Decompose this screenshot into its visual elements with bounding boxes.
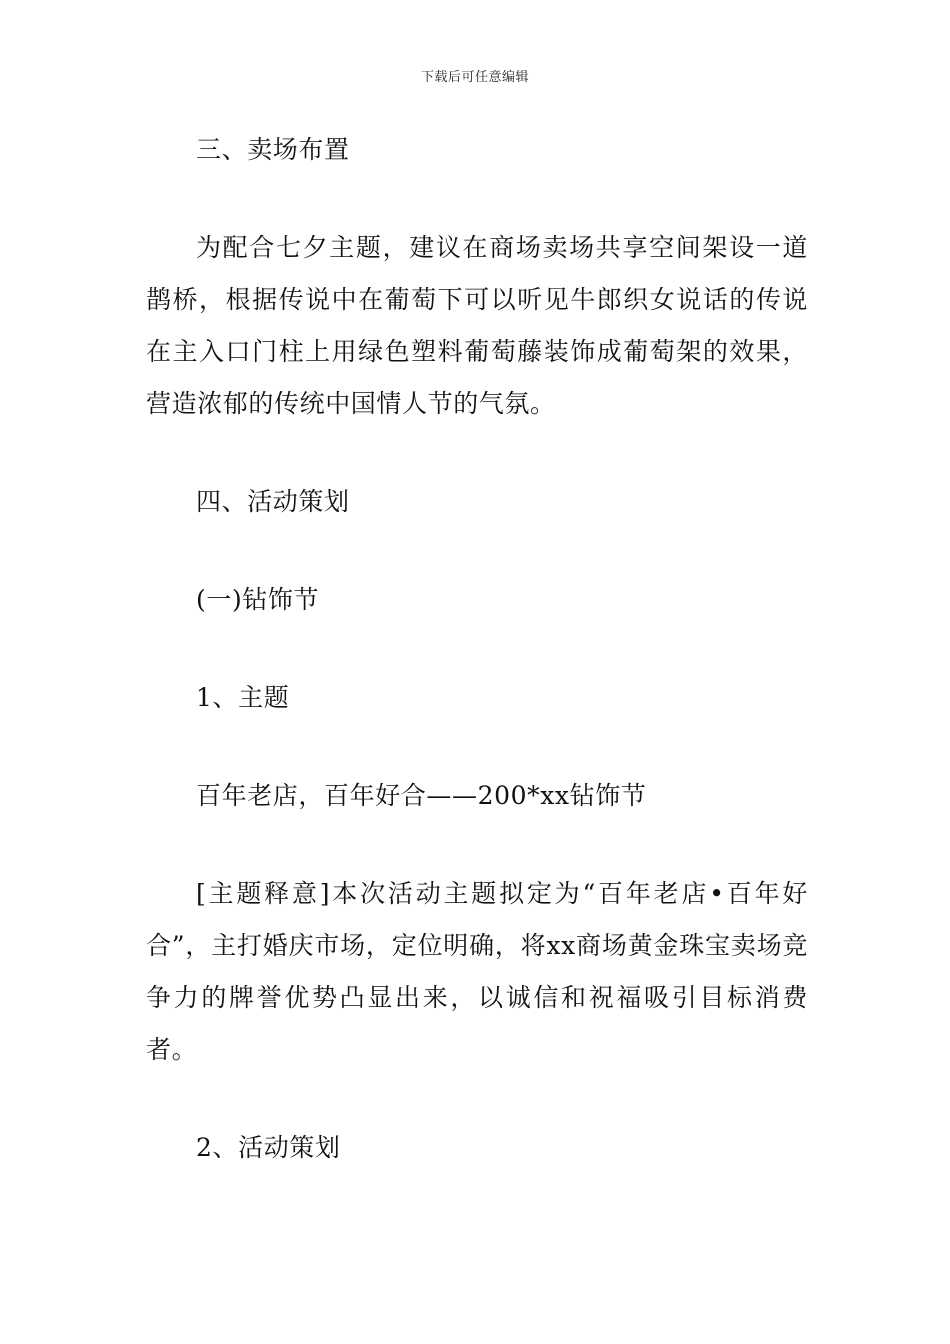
paragraph-theme-title: 百年老店，百年好合——200*xx钻饰节 xyxy=(196,781,647,810)
paragraph-gap xyxy=(146,724,808,770)
paragraph-theme-explanation: [主题释意]本次活动主题拟定为“百年老店•百年好合”，主打婚庆市场，定位明确，将xx商场黄金珠宝卖场竞争力的牌誉优势凸显出来，以诚信和祝福吸引目标消费者。 xyxy=(146,879,808,1064)
item-heading-event-plan: 2、活动策划 xyxy=(196,1133,341,1162)
item-heading-theme: 1、主题 xyxy=(196,683,290,712)
section-heading-event-plan: 四、活动策划 xyxy=(196,487,350,516)
paragraph-gap xyxy=(146,528,808,574)
paragraph-gap xyxy=(146,626,808,672)
document-body xyxy=(146,124,808,1174)
paragraph-gap xyxy=(146,176,808,222)
paragraph-gap xyxy=(146,1076,808,1122)
paragraph-venue-description: 为配合七夕主题，建议在商场卖场共享空间架设一道鹊桥，根据传说中在葡萄下可以听见牛郎织女说话的传说在主入口门柱上用绿色塑料葡萄藤装饰成葡萄架的效果，营造浓郁的传统中国情人节的气氛。 xyxy=(146,233,808,418)
subsection-heading-diamond-festival: (一)钻饰节 xyxy=(196,585,320,614)
header-note: 下载后可任意编辑 xyxy=(420,70,529,85)
paragraph-gap xyxy=(146,430,808,476)
paragraph-gap xyxy=(146,822,808,868)
section-heading-venue-layout: 三、卖场布置 xyxy=(196,135,350,164)
